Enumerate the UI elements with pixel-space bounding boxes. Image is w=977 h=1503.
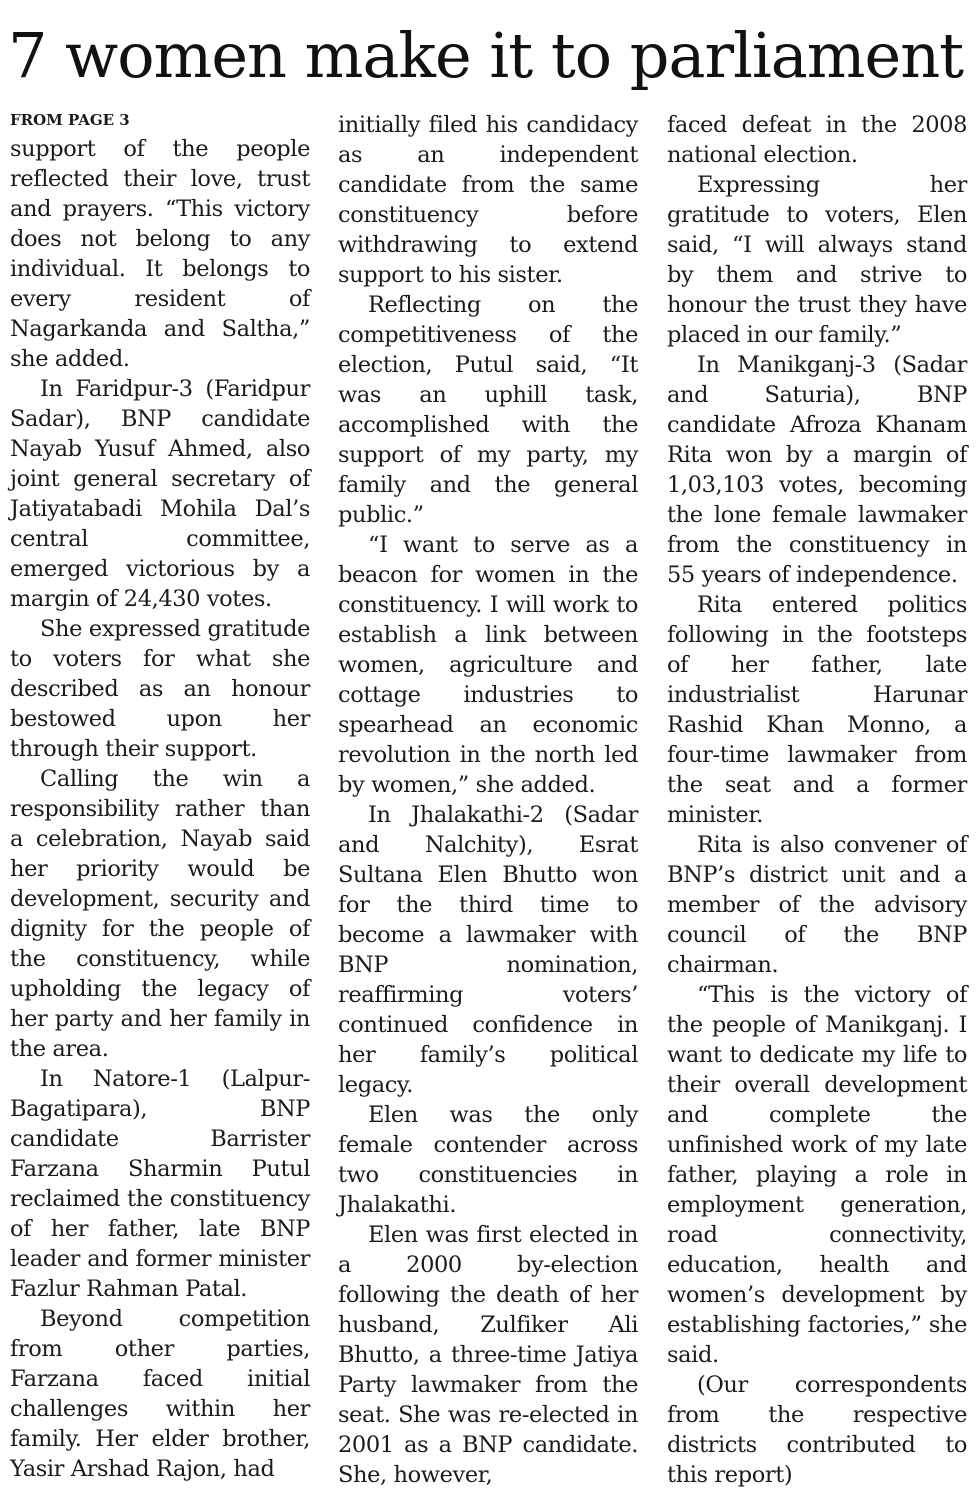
paragraph: faced defeat in the 2008 national election. [667,112,967,168]
paragraph: support of the people reflected their love, trust and prayers. “This victory does not belong to any individual. It belongs to every resident of Nagarkanda and Saltha,” she added. [10,136,310,372]
paragraph: Elen was first elected in a 2000 by-election following the death of her husband, Zulfiker Ali Bhutto, a three-time Jatiya Party lawmaker from the seat. She was re-elected in 2001 as a BNP candidate. She, however, [338,1222,638,1488]
paragraph: In Faridpur-3 (Faridpur Sadar), BNP candidate Nayab Yusuf Ahmed, also joint general secretary of Jatiyatabadi Mohila Dal’s central committee, emerged victorious by a margin of 24,430 votes. [10,376,310,612]
paragraph: In Manikganj-3 (Sadar and Saturia), BNP candidate Afroza Khanam Rita won by a margin of 1,03,103 votes, becoming the lone female lawmaker from the constituency in 55 years of independence. [667,352,967,588]
paragraph: (Our correspondents from the respective districts contributed to this report) [667,1372,967,1488]
headline: 7 women make it to parliament [8,19,964,92]
article-column-2 [338,110,638,1490]
paragraph: She expressed gratitude to voters for what she described as an honour bestowed upon her through their support. [10,616,310,762]
paragraph: Reflecting on the competitiveness of the election, Putul said, “It was an uphill task, accomplished with the support of my party, my family and the general public.” [338,292,638,528]
paragraph: Rita entered politics following in the footsteps of her father, late industrialist Harunar Rashid Khan Monno, a four-time lawmaker from the seat and a former minister. [667,592,967,828]
paragraph: Beyond competition from other parties, Farzana faced initial challenges within her family. Her elder brother, Yasir Arshad Rajon, had [10,1306,310,1482]
paragraph: In Natore-1 (Lalpur-Bagatipara), BNP candidate Barrister Farzana Sharmin Putul reclaimed the constituency of her father, late BNP leader and former minister Fazlur Rahman Patal. [10,1066,310,1302]
paragraph: Expressing her gratitude to voters, Elen said, “I will always stand by them and strive to honour the trust they have placed in our family.” [667,172,967,348]
paragraph: Elen was the only female contender across two constituencies in Jhalakathi. [338,1102,638,1218]
paragraph: In Jhalakathi-2 (Sadar and Nalchity), Esrat Sultana Elen Bhutto won for the third time to become a lawmaker with BNP nomination, reaffirming voters’ continued confidence in her family’s political legacy. [338,802,638,1098]
continued-from-label: FROM PAGE 3 [10,111,130,129]
paragraph: initially filed his candidacy as an independent candidate from the same constituency before withdrawing to extend support to his sister. [338,112,638,288]
paragraph: Rita is also convener of BNP’s district unit and a member of the advisory council of the BNP chairman. [667,832,967,978]
article-column-1 [10,110,310,1484]
paragraph: Calling the win a responsibility rather than a celebration, Nayab said her priority would be development, security and dignity for the people of the constituency, while upholding the legacy of her party and her family in the area. [10,766,310,1062]
paragraph: “This is the victory of the people of Manikganj. I want to dedicate my life to their overall development and complete the unfinished work of my late father, playing a role in employment generation, road connectivity, education, health and women’s development by establishing factories,” she said. [667,982,967,1368]
paragraph: “I want to serve as a beacon for women in the constituency. I will work to establish a link between women, agriculture and cottage industries to spearhead an economic revolution in the north led by women,” she added. [338,532,638,798]
article-column-3 [667,110,967,1490]
